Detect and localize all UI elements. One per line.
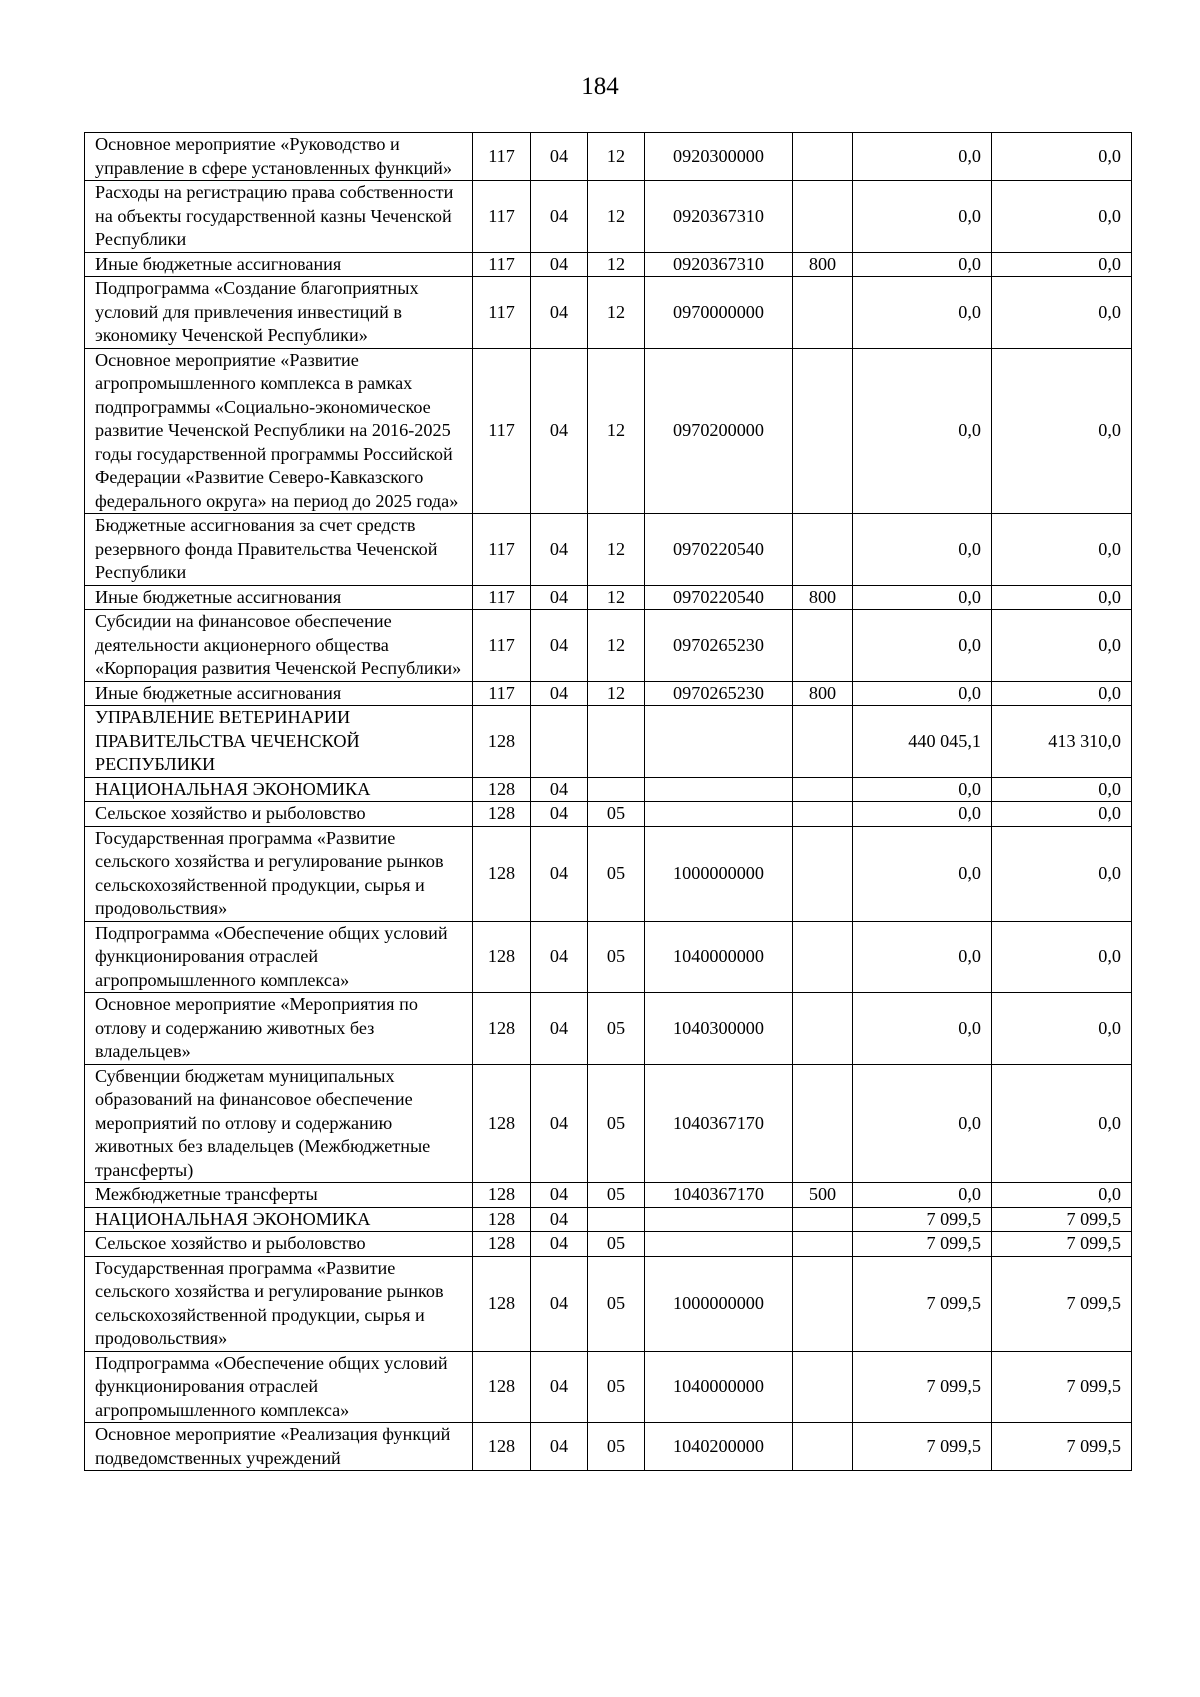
table-row	[85, 777, 1132, 802]
row-vr-cell	[793, 277, 853, 349]
row-gr-cell: 128	[473, 706, 531, 778]
row-pr-cell: 12	[588, 277, 645, 349]
row-sum2-cell: 7 099,5	[992, 1351, 1132, 1423]
row-vr-cell: 500	[793, 1183, 853, 1208]
row-name-cell: Подпрограмма «Создание благоприятных условий для привлечения инвестиций в экономику Чеченской Республики»	[85, 277, 473, 349]
row-name-cell: Сельское хозяйство и рыболовство	[85, 1232, 473, 1257]
row-sum1-cell: 7 099,5	[853, 1351, 992, 1423]
row-csr-cell: 0970200000	[645, 348, 793, 514]
page-number: 184	[581, 73, 619, 100]
row-sum1-cell: 0,0	[853, 802, 992, 827]
row-sum2-cell: 0,0	[992, 133, 1132, 181]
row-name-cell: Иные бюджетные ассигнования	[85, 681, 473, 706]
row-name-cell: Сельское хозяйство и рыболовство	[85, 802, 473, 827]
row-sum2-cell: 0,0	[992, 585, 1132, 610]
table-row	[85, 993, 1132, 1065]
row-csr-cell: 1000000000	[645, 1256, 793, 1351]
row-csr-cell: 0970220540	[645, 585, 793, 610]
row-vr-cell	[793, 1256, 853, 1351]
row-sum2-cell: 0,0	[992, 610, 1132, 682]
row-sum1-cell: 0,0	[853, 252, 992, 277]
row-rz-cell: 04	[531, 277, 588, 349]
row-vr-cell	[793, 921, 853, 993]
budget-table-body	[85, 133, 1132, 1471]
row-sum2-cell: 413 310,0	[992, 706, 1132, 778]
row-name-cell: Бюджетные ассигнования за счет средств резервного фонда Правительства Чеченской Республики	[85, 514, 473, 586]
row-sum1-cell: 7 099,5	[853, 1207, 992, 1232]
row-sum2-cell: 0,0	[992, 802, 1132, 827]
row-rz-cell: 04	[531, 133, 588, 181]
row-vr-cell: 800	[793, 681, 853, 706]
table-row	[85, 1207, 1132, 1232]
table-row	[85, 277, 1132, 349]
row-csr-cell: 1040200000	[645, 1423, 793, 1471]
row-gr-cell: 128	[473, 777, 531, 802]
row-gr-cell: 128	[473, 1256, 531, 1351]
row-pr-cell: 12	[588, 585, 645, 610]
row-sum1-cell: 0,0	[853, 610, 992, 682]
row-sum1-cell: 0,0	[853, 1064, 992, 1183]
row-rz-cell: 04	[531, 921, 588, 993]
row-vr-cell	[793, 777, 853, 802]
row-rz-cell: 04	[531, 585, 588, 610]
row-sum1-cell: 0,0	[853, 777, 992, 802]
table-row	[85, 133, 1132, 181]
row-pr-cell: 12	[588, 133, 645, 181]
row-name-cell: НАЦИОНАЛЬНАЯ ЭКОНОМИКА	[85, 777, 473, 802]
row-sum1-cell: 7 099,5	[853, 1232, 992, 1257]
row-rz-cell: 04	[531, 1351, 588, 1423]
row-name-cell: Межбюджетные трансферты	[85, 1183, 473, 1208]
row-pr-cell: 05	[588, 802, 645, 827]
row-pr-cell	[588, 1207, 645, 1232]
table-row	[85, 610, 1132, 682]
row-rz-cell: 04	[531, 1232, 588, 1257]
row-gr-cell: 117	[473, 681, 531, 706]
row-csr-cell: 0970000000	[645, 277, 793, 349]
row-pr-cell: 12	[588, 514, 645, 586]
row-gr-cell: 117	[473, 133, 531, 181]
row-sum2-cell: 0,0	[992, 277, 1132, 349]
row-vr-cell	[793, 1351, 853, 1423]
row-sum2-cell: 0,0	[992, 921, 1132, 993]
row-rz-cell: 04	[531, 348, 588, 514]
row-gr-cell: 117	[473, 181, 531, 253]
table-row	[85, 921, 1132, 993]
row-csr-cell: 1040000000	[645, 921, 793, 993]
row-pr-cell: 12	[588, 681, 645, 706]
table-row	[85, 706, 1132, 778]
row-sum2-cell: 0,0	[992, 1064, 1132, 1183]
row-csr-cell: 0970265230	[645, 610, 793, 682]
row-pr-cell: 05	[588, 993, 645, 1065]
row-name-cell: Расходы на регистрацию права собственности на объекты государственной казны Чеченской Республики	[85, 181, 473, 253]
row-pr-cell: 05	[588, 1256, 645, 1351]
row-gr-cell: 117	[473, 610, 531, 682]
row-csr-cell: 0920367310	[645, 252, 793, 277]
table-row	[85, 802, 1132, 827]
row-name-cell: Основное мероприятие «Руководство и управление в сфере установленных функций»	[85, 133, 473, 181]
row-vr-cell	[793, 1064, 853, 1183]
row-pr-cell: 05	[588, 1064, 645, 1183]
table-row	[85, 1351, 1132, 1423]
row-rz-cell: 04	[531, 181, 588, 253]
row-gr-cell: 128	[473, 1207, 531, 1232]
row-csr-cell	[645, 1232, 793, 1257]
table-row	[85, 181, 1132, 253]
row-csr-cell: 0970265230	[645, 681, 793, 706]
row-sum2-cell: 0,0	[992, 348, 1132, 514]
row-sum1-cell: 0,0	[853, 826, 992, 921]
table-row	[85, 1232, 1132, 1257]
row-sum1-cell: 0,0	[853, 181, 992, 253]
row-name-cell: Иные бюджетные ассигнования	[85, 585, 473, 610]
row-csr-cell	[645, 1207, 793, 1232]
row-gr-cell: 128	[473, 826, 531, 921]
row-csr-cell: 1040300000	[645, 993, 793, 1065]
row-pr-cell: 12	[588, 610, 645, 682]
row-sum1-cell: 0,0	[853, 993, 992, 1065]
row-csr-cell	[645, 706, 793, 778]
table-row	[85, 348, 1132, 514]
row-name-cell: Подпрограмма «Обеспечение общих условий функционирования отраслей агропромышленного комплекса»	[85, 921, 473, 993]
row-name-cell: Субсидии на финансовое обеспечение деятельности акционерного общества «Корпорация развития Чеченской Республики»	[85, 610, 473, 682]
row-gr-cell: 117	[473, 348, 531, 514]
row-vr-cell	[793, 706, 853, 778]
row-gr-cell: 117	[473, 514, 531, 586]
row-sum2-cell: 7 099,5	[992, 1256, 1132, 1351]
row-sum2-cell: 0,0	[992, 181, 1132, 253]
row-rz-cell: 04	[531, 1207, 588, 1232]
row-pr-cell: 05	[588, 826, 645, 921]
row-rz-cell: 04	[531, 826, 588, 921]
row-name-cell: Государственная программа «Развитие сельского хозяйства и регулирование рынков сельскохозяйственной продукции, сырья и продовольствия»	[85, 1256, 473, 1351]
row-rz-cell: 04	[531, 993, 588, 1065]
row-gr-cell: 128	[473, 1232, 531, 1257]
row-gr-cell: 128	[473, 1423, 531, 1471]
table-row	[85, 1256, 1132, 1351]
row-gr-cell: 128	[473, 802, 531, 827]
row-name-cell: Основное мероприятие «Мероприятия по отлову и содержанию животных без владельцев»	[85, 993, 473, 1065]
row-rz-cell: 04	[531, 1256, 588, 1351]
row-csr-cell: 1040000000	[645, 1351, 793, 1423]
budget-table	[84, 132, 1132, 1471]
row-sum1-cell: 0,0	[853, 681, 992, 706]
row-sum2-cell: 0,0	[992, 826, 1132, 921]
row-name-cell: УПРАВЛЕНИЕ ВЕТЕРИНАРИИ ПРАВИТЕЛЬСТВА ЧЕЧЕНСКОЙ РЕСПУБЛИКИ	[85, 706, 473, 778]
row-sum2-cell: 0,0	[992, 777, 1132, 802]
row-sum1-cell: 0,0	[853, 921, 992, 993]
row-csr-cell: 0920300000	[645, 133, 793, 181]
row-csr-cell: 1000000000	[645, 826, 793, 921]
row-vr-cell	[793, 1207, 853, 1232]
row-vr-cell	[793, 802, 853, 827]
row-vr-cell: 800	[793, 585, 853, 610]
row-rz-cell: 04	[531, 681, 588, 706]
row-gr-cell: 128	[473, 1351, 531, 1423]
row-pr-cell	[588, 706, 645, 778]
row-sum1-cell: 0,0	[853, 277, 992, 349]
row-sum1-cell: 0,0	[853, 514, 992, 586]
row-rz-cell: 04	[531, 252, 588, 277]
row-vr-cell	[793, 993, 853, 1065]
row-sum1-cell: 0,0	[853, 1183, 992, 1208]
row-vr-cell	[793, 348, 853, 514]
row-sum2-cell: 7 099,5	[992, 1423, 1132, 1471]
row-sum2-cell: 0,0	[992, 993, 1132, 1065]
row-vr-cell	[793, 1423, 853, 1471]
row-gr-cell: 117	[473, 585, 531, 610]
row-csr-cell	[645, 802, 793, 827]
row-name-cell: Иные бюджетные ассигнования	[85, 252, 473, 277]
row-pr-cell: 05	[588, 1232, 645, 1257]
row-csr-cell	[645, 777, 793, 802]
row-sum2-cell: 0,0	[992, 514, 1132, 586]
row-vr-cell	[793, 514, 853, 586]
row-sum1-cell: 7 099,5	[853, 1256, 992, 1351]
row-rz-cell: 04	[531, 1423, 588, 1471]
row-gr-cell: 128	[473, 1183, 531, 1208]
row-gr-cell: 128	[473, 1064, 531, 1183]
table-row	[85, 514, 1132, 586]
row-name-cell: Основное мероприятие «Реализация функций подведомственных учреждений	[85, 1423, 473, 1471]
row-rz-cell: 04	[531, 1064, 588, 1183]
row-csr-cell: 0970220540	[645, 514, 793, 586]
row-rz-cell: 04	[531, 514, 588, 586]
row-name-cell: Субвенции бюджетам муниципальных образований на финансовое обеспечение мероприятий по отлову и содержанию животных без владельцев (Межбюджетные трансферты)	[85, 1064, 473, 1183]
row-name-cell: Подпрограмма «Обеспечение общих условий функционирования отраслей агропромышленного комплекса»	[85, 1351, 473, 1423]
row-sum2-cell: 0,0	[992, 1183, 1132, 1208]
row-pr-cell: 05	[588, 1351, 645, 1423]
row-pr-cell: 05	[588, 1183, 645, 1208]
row-sum1-cell: 0,0	[853, 348, 992, 514]
table-row	[85, 252, 1132, 277]
row-csr-cell: 0920367310	[645, 181, 793, 253]
row-vr-cell	[793, 133, 853, 181]
row-gr-cell: 128	[473, 921, 531, 993]
table-row	[85, 1183, 1132, 1208]
row-pr-cell: 05	[588, 1423, 645, 1471]
row-sum2-cell: 7 099,5	[992, 1232, 1132, 1257]
row-rz-cell	[531, 706, 588, 778]
row-rz-cell: 04	[531, 610, 588, 682]
table-row	[85, 826, 1132, 921]
row-sum2-cell: 0,0	[992, 252, 1132, 277]
row-name-cell: Основное мероприятие «Развитие агропромышленного комплекса в рамках подпрограммы «Социально-экономическое развитие Чеченской Республики на 2016-2025 годы государственной программы Российской Федерации «Развитие Северо-Кавказского федерального округа» на период до 2025 года»	[85, 348, 473, 514]
row-rz-cell: 04	[531, 777, 588, 802]
row-name-cell: Государственная программа «Развитие сельского хозяйства и регулирование рынков сельскохозяйственной продукции, сырья и продовольствия»	[85, 826, 473, 921]
row-pr-cell: 12	[588, 252, 645, 277]
table-row	[85, 681, 1132, 706]
table-row	[85, 1423, 1132, 1471]
row-vr-cell	[793, 826, 853, 921]
row-csr-cell: 1040367170	[645, 1183, 793, 1208]
row-sum2-cell: 0,0	[992, 681, 1132, 706]
row-vr-cell	[793, 610, 853, 682]
row-sum1-cell: 440 045,1	[853, 706, 992, 778]
row-rz-cell: 04	[531, 1183, 588, 1208]
row-name-cell: НАЦИОНАЛЬНАЯ ЭКОНОМИКА	[85, 1207, 473, 1232]
row-pr-cell: 12	[588, 348, 645, 514]
row-vr-cell	[793, 1232, 853, 1257]
row-pr-cell: 05	[588, 921, 645, 993]
row-vr-cell: 800	[793, 252, 853, 277]
row-gr-cell: 117	[473, 277, 531, 349]
table-row	[85, 1064, 1132, 1183]
row-sum1-cell: 7 099,5	[853, 1423, 992, 1471]
row-vr-cell	[793, 181, 853, 253]
row-pr-cell	[588, 777, 645, 802]
row-sum1-cell: 0,0	[853, 133, 992, 181]
row-rz-cell: 04	[531, 802, 588, 827]
table-row	[85, 585, 1132, 610]
row-gr-cell: 117	[473, 252, 531, 277]
row-sum1-cell: 0,0	[853, 585, 992, 610]
row-gr-cell: 128	[473, 993, 531, 1065]
row-sum2-cell: 7 099,5	[992, 1207, 1132, 1232]
row-csr-cell: 1040367170	[645, 1064, 793, 1183]
row-pr-cell: 12	[588, 181, 645, 253]
